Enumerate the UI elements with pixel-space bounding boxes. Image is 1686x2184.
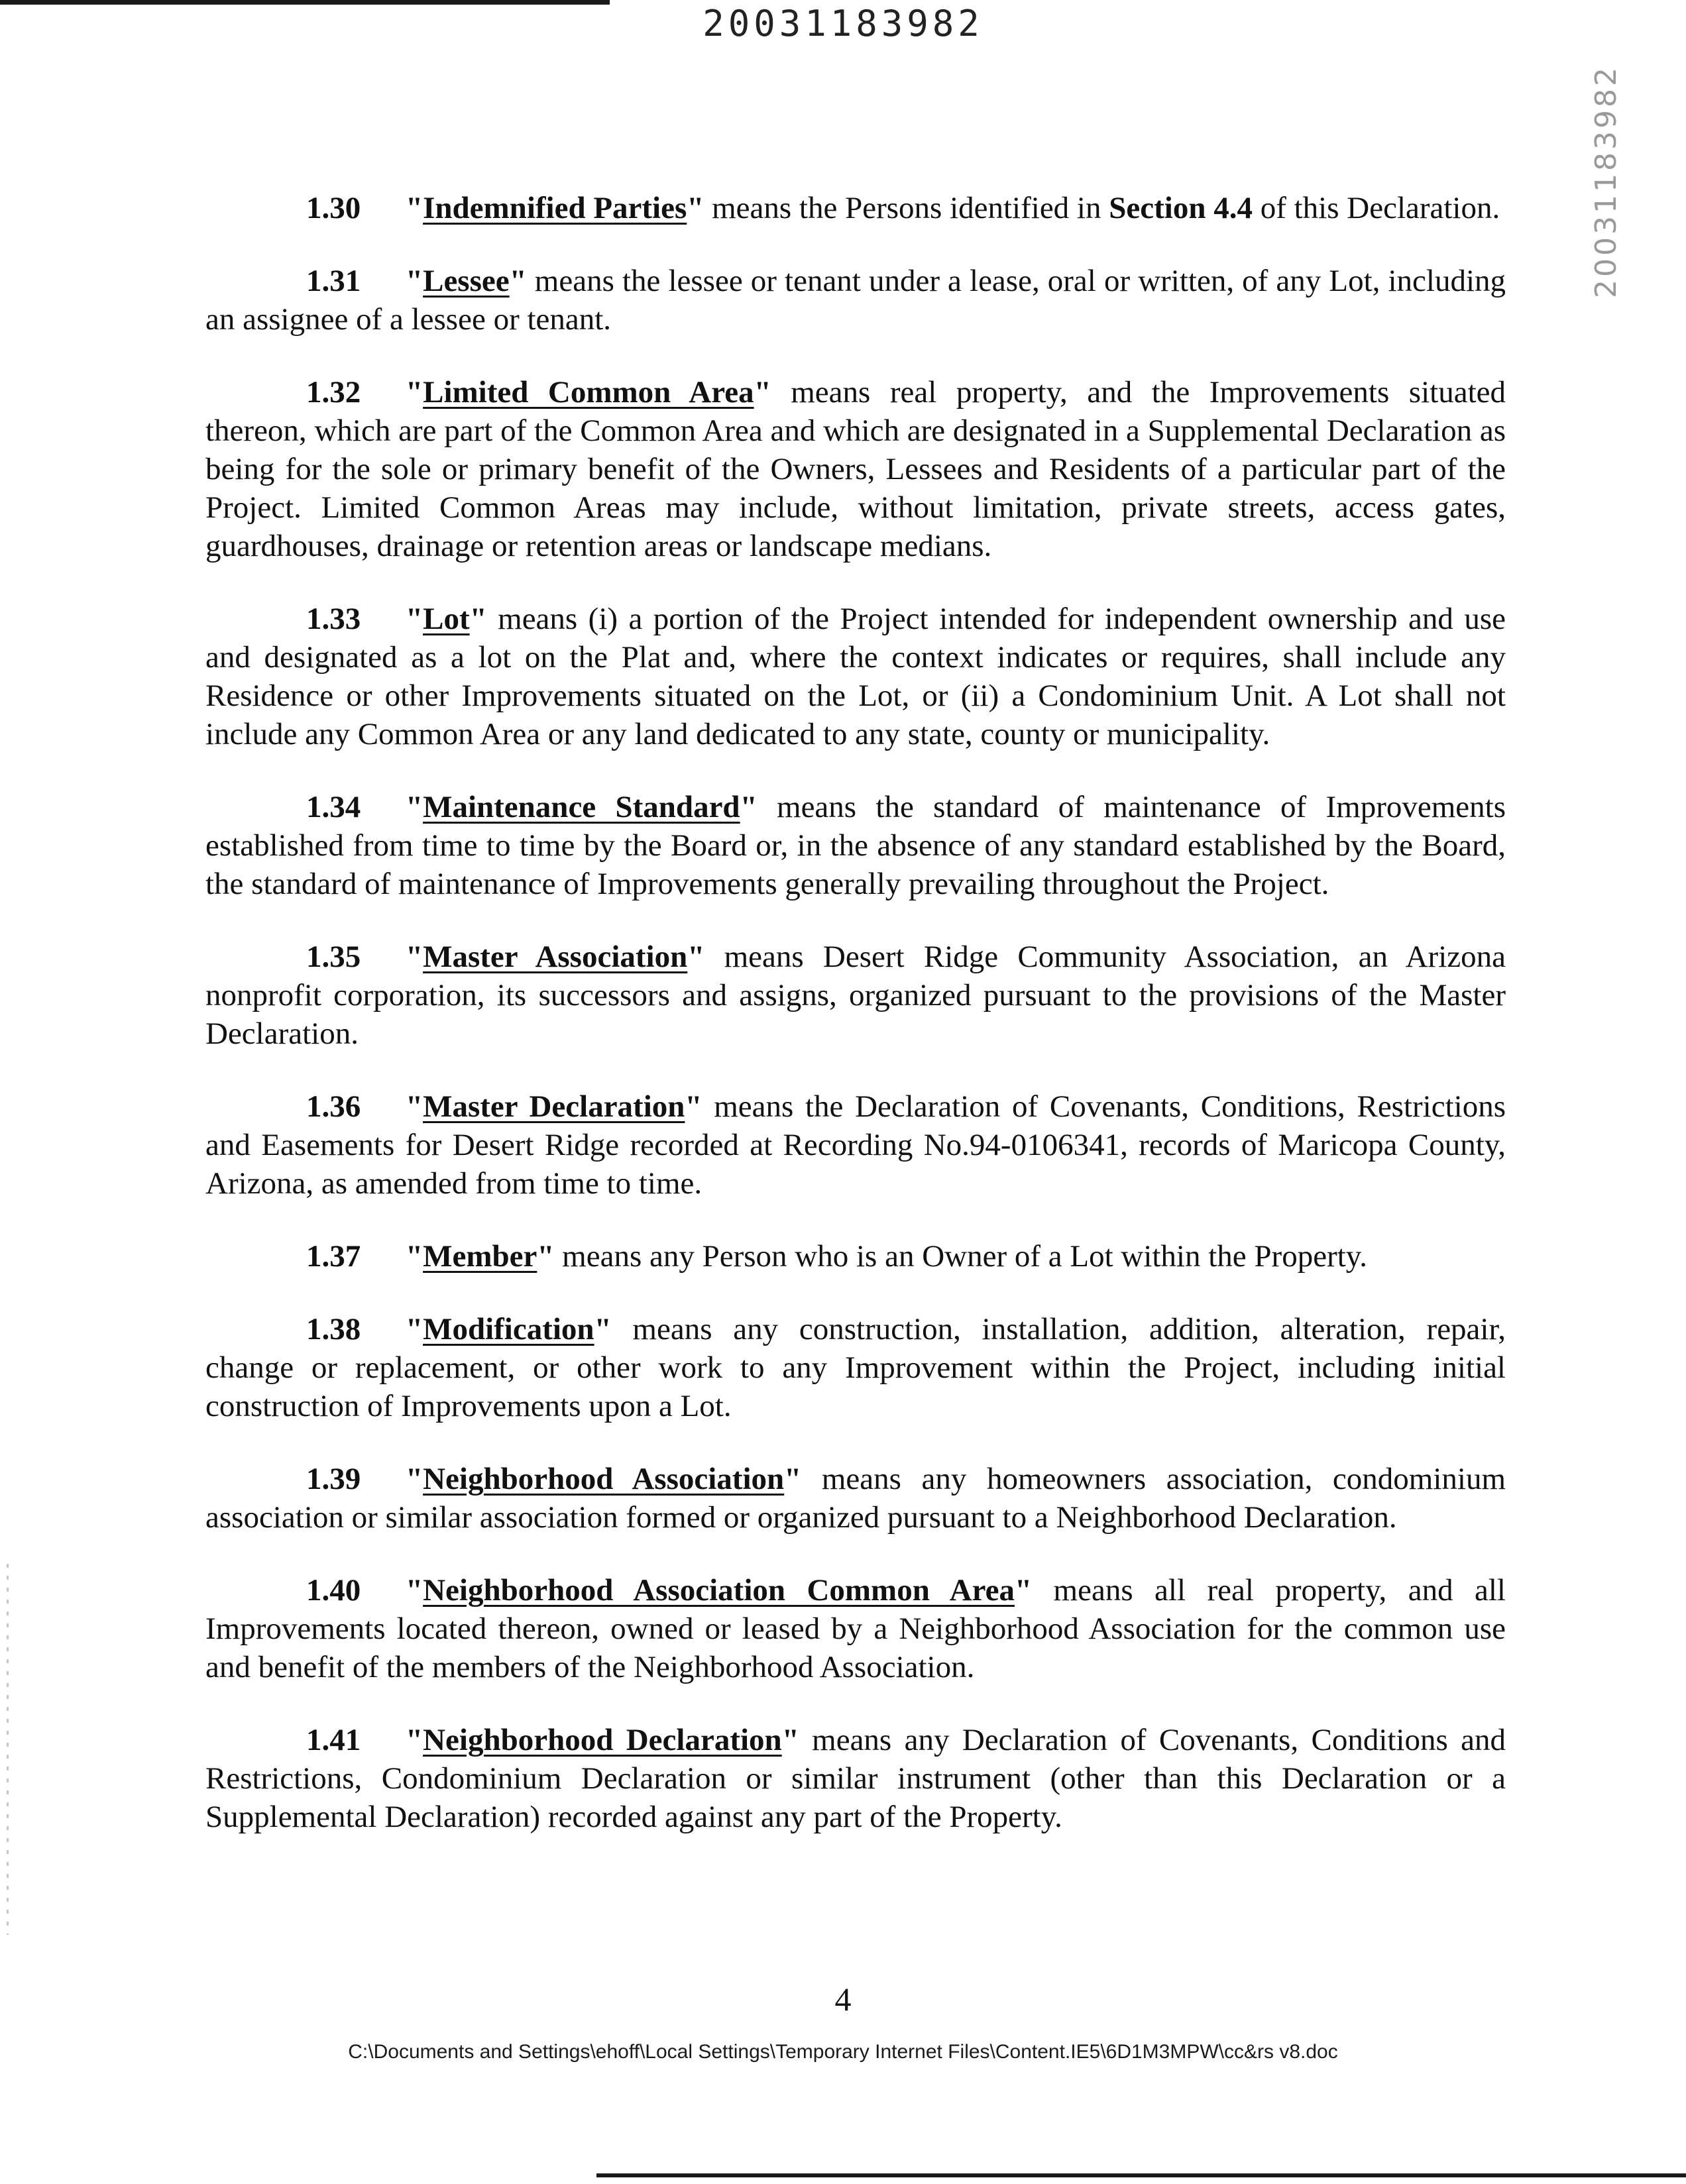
definition-text: means any Person who is an Owner of a Lot within the Property. <box>562 1239 1367 1274</box>
definition-1-37 <box>205 1237 1506 1276</box>
definition-term: "Neighborhood Declaration" <box>406 1723 799 1757</box>
definition-number: 1.38 <box>306 1312 361 1346</box>
definition-term: "Member" <box>406 1239 555 1274</box>
definition-term: "Master Declaration" <box>406 1089 702 1124</box>
definition-1-39 <box>205 1460 1506 1537</box>
definition-text: means Desert Ridge Community Association, an Arizona nonprofit corporation, its successors and assigns, organized pursuant to the provisions of the Master Declaration. <box>205 940 1506 1051</box>
definition-text: means (i) a portion of the Project intended for independent ownership and use and designated as a lot on the Plat and, where the context indicates or requires, shall include any Residence or other Improvements situated on the Lot, or (ii) a Condominium Unit. A Lot shall not include any Common Area or any land dedicated to any state, county or municipality. <box>205 602 1506 751</box>
definition-term: "Lot" <box>406 602 487 636</box>
file-path: C:\Documents and Settings\ehoff\Local Settings\Temporary Internet Files\Content.IE5\6D1M3MPW\cc&rs v8.doc <box>348 2041 1338 2063</box>
definition-term: "Lessee" <box>406 264 527 298</box>
definition-text: means real property, and the Improvements situated thereon, which are part of the Common Area and which are designated in a Supplemental Declaration as being for the sole or primary benefit of the Owners, Lessees and Residents of a particular part of the Project. Limited Common Areas may include, without limitation, private streets, access gates, guardhouses, drainage or retention areas or landscape medians. <box>205 375 1506 563</box>
definition-1-31 <box>205 262 1506 339</box>
definition-1-41 <box>205 1721 1506 1836</box>
definition-number: 1.39 <box>306 1462 361 1496</box>
definition-term: "Master Association" <box>406 940 705 974</box>
definition-term: "Neighborhood Association" <box>406 1462 802 1496</box>
definition-1-30 <box>205 189 1506 227</box>
definition-1-32 <box>205 373 1506 565</box>
definition-1-33 <box>205 600 1506 753</box>
definition-1-34 <box>205 788 1506 903</box>
definition-number: 1.34 <box>306 790 361 824</box>
margin-marks <box>7 1564 9 1935</box>
definition-number: 1.31 <box>306 264 361 298</box>
definition-number: 1.36 <box>306 1089 361 1124</box>
definition-text: means the lessee or tenant under a lease, oral or written, of any Lot, including an assignee of a lessee or tenant. <box>205 264 1506 337</box>
definition-1-40 <box>205 1571 1506 1686</box>
definition-text: means any homeowners association, condominium association or similar association formed or organized pursuant to a Neighborhood Declaration. <box>205 1462 1506 1535</box>
definition-text: means any construction, installation, addition, alteration, repair, change or replacement, or other work to any Improvement within the Project, including initial construction of Improvements upon a Lot. <box>205 1312 1506 1423</box>
definition-text: means any Declaration of Covenants, Conditions and Restrictions, Condominium Declaration or similar instrument (other than this Declaration or a Supplemental Declaration) recorded against any part of the Property. <box>205 1723 1506 1834</box>
bottom-rule <box>596 2173 1686 2177</box>
page-number: 4 <box>834 1981 852 2018</box>
definition-number: 1.41 <box>306 1723 361 1757</box>
definition-term: "Neighborhood Association Common Area" <box>406 1573 1033 1608</box>
definition-term: "Indemnified Parties" <box>406 191 704 225</box>
recording-number: 20031183982 <box>702 3 984 44</box>
definition-text: means the standard of maintenance of Improvements established from time to time by the Board or, in the absence of any standard established by the Board, the standard of maintenance of Improvements generally prevailing throughout the Project. <box>205 790 1506 901</box>
definition-number: 1.30 <box>306 191 361 225</box>
definition-text: means the Declaration of Covenants, Conditions, Restrictions and Easements for Desert Ridge recorded at Recording No.94-0106341, records of Maricopa County, Arizona, as amended from time to time. <box>205 1089 1506 1201</box>
section-reference: Section 4.4 <box>1109 191 1253 225</box>
definition-1-36 <box>205 1087 1506 1203</box>
definitions-list <box>205 189 1506 1871</box>
definition-number: 1.32 <box>306 375 361 410</box>
definition-term: "Maintenance Standard" <box>406 790 758 824</box>
definition-text-end: of this Declaration. <box>1260 191 1500 225</box>
definition-1-38 <box>205 1310 1506 1425</box>
definition-number: 1.40 <box>306 1573 361 1608</box>
definition-text: means all real property, and all Improvements located thereon, owned or leased by a Neighborhood Association for the common use and benefit of the members of the Neighborhood Association. <box>205 1573 1506 1684</box>
definition-number: 1.33 <box>306 602 361 636</box>
definition-number: 1.37 <box>306 1239 361 1274</box>
definition-term: "Modification" <box>406 1312 612 1346</box>
side-stamp: 20031183982 <box>1589 65 1623 298</box>
definition-text: means the Persons identified in <box>712 191 1101 225</box>
definition-term: "Limited Common Area" <box>406 375 771 410</box>
definition-number: 1.35 <box>306 940 361 974</box>
definition-1-35 <box>205 938 1506 1053</box>
